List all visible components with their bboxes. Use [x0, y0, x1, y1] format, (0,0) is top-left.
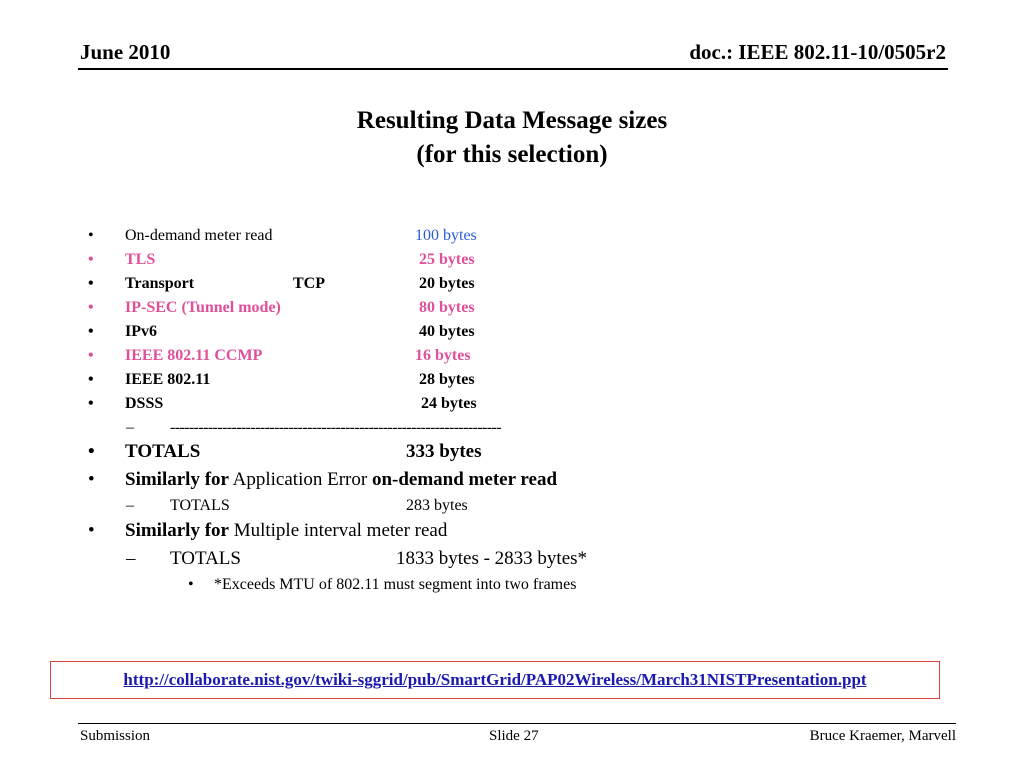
bullet-value: 80 bytes [419, 299, 475, 316]
sub-totals-label: TOTALS [170, 548, 241, 569]
bullet-label: IEEE 802.11 [125, 371, 211, 388]
bullet-dot: • [88, 520, 95, 541]
header-date: June 2010 [80, 40, 171, 64]
bullet-value: 24 bytes [421, 395, 477, 412]
bullet-value: 28 bytes [419, 371, 475, 388]
similar-bold: Similarly for [125, 469, 229, 490]
sub-totals-value: 1833 bytes - 2833 bytes* [396, 548, 588, 569]
totals-label: TOTALS [125, 441, 201, 462]
sub-dash: – [126, 497, 134, 514]
bullet-dot: • [88, 323, 94, 340]
note-bullet: • [188, 576, 194, 593]
similar-text [125, 519, 447, 543]
note-text: *Exceeds MTU of 802.11 must segment into two frames [214, 576, 577, 593]
similar-normal: Application Error [228, 469, 372, 490]
similar-text [125, 468, 557, 492]
title-line-1: Resulting Data Message sizes [356, 107, 668, 134]
bullet-dot: • [88, 299, 94, 316]
similar-bold: Similarly for [125, 520, 229, 541]
separator-dash: – [126, 419, 134, 436]
bullet-value: 100 bytes [415, 227, 477, 244]
bullet-value: 40 bytes [419, 323, 475, 340]
bullet-dot: • [88, 347, 94, 364]
sub-totals-value: 283 bytes [406, 497, 468, 514]
sub-totals-label: TOTALS [170, 497, 230, 514]
bullet-dot: • [88, 275, 94, 292]
bullet-label: On-demand meter read [125, 227, 273, 244]
bullet-dot: • [88, 469, 95, 490]
footer-slide-number: Slide 27 [489, 728, 539, 744]
bullet-value: 20 bytes [419, 275, 475, 292]
link-box [50, 661, 940, 699]
header-doc-id: doc.: IEEE 802.11-10/0505r2 [689, 40, 946, 64]
slide-title [0, 104, 1024, 172]
presentation-link[interactable]: http://collaborate.nist.gov/twiki-sggrid/pub/SmartGrid/PAP02Wireless/March31NISTPresentation.ppt [123, 670, 867, 689]
bullet-label: Transport [125, 275, 195, 292]
footer-submission: Submission [80, 728, 151, 744]
bullet-value: 16 bytes [415, 347, 471, 364]
bullet-label: TLS [125, 251, 156, 268]
bullet-dot: • [88, 395, 94, 412]
header-rule [78, 68, 948, 70]
bullet-dot: • [88, 227, 94, 244]
bullet-dot: • [88, 441, 95, 462]
footer-rule [78, 723, 956, 724]
title-line-2: (for this selection) [416, 141, 608, 168]
totals-value: 333 bytes [406, 441, 482, 462]
bullet-label: IPv6 [125, 323, 157, 340]
bullet-dot: • [88, 371, 94, 388]
similar-bold-2: on-demand meter read [371, 469, 558, 490]
separator-dashes: ---------------------------------------------------------------------- [170, 419, 501, 436]
bullet-dot: • [88, 251, 94, 268]
bullet-label: DSSS [125, 395, 164, 412]
bullet-value: 25 bytes [419, 251, 475, 268]
similar-normal: Multiple interval meter read [228, 520, 448, 541]
sub-dash: – [126, 548, 136, 569]
bullet-label: IP-SEC (Tunnel mode) [125, 299, 281, 316]
bullet-label: IEEE 802.11 CCMP [125, 347, 263, 364]
bullet-label-protocol: TCP [293, 275, 325, 292]
footer-author: Bruce Kraemer, Marvell [809, 728, 956, 744]
